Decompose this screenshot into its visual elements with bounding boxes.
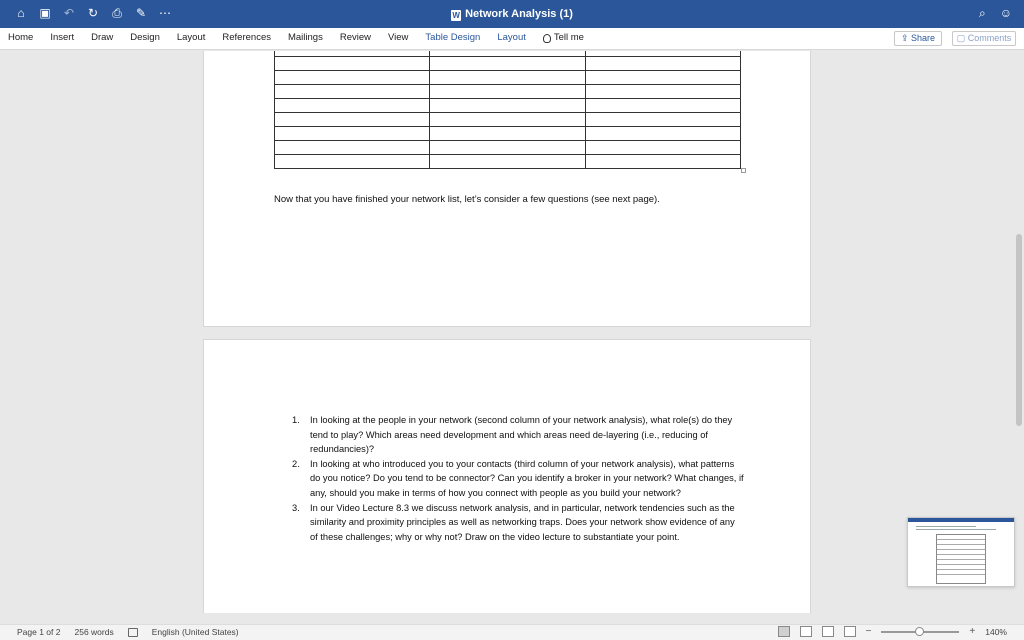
tab-view[interactable]: View [388, 32, 409, 43]
table-row [275, 155, 741, 169]
tab-insert[interactable]: Insert [50, 32, 75, 43]
search-icon[interactable]: ⌕ [979, 6, 986, 20]
list-item-text: In looking at the people in your network (second column of your network analysis), what role(s) do they tend to play? Which areas need development and which areas need de-layering (i.e., reducing of redundancies)? [310, 415, 733, 455]
redo-icon[interactable]: ↻ [87, 6, 99, 20]
table-row [275, 85, 741, 99]
document-title: Network Analysis (1) [465, 8, 573, 20]
table-cell[interactable] [585, 71, 740, 85]
tab-draw[interactable]: Draw [91, 32, 114, 43]
comments-button[interactable] [952, 31, 1016, 46]
table-cell[interactable] [430, 57, 585, 71]
share-label: Share [911, 33, 936, 43]
window-title [0, 8, 1024, 21]
table-cell[interactable] [430, 85, 585, 99]
table-cell[interactable] [275, 57, 430, 71]
question-list [292, 413, 744, 544]
thumbnail-line [916, 526, 976, 527]
list-item-text: In our Video Lecture 8.3 we discuss network analysis, and in particular, network tendencies such as the similarity and proximity principles as well as networking traps. Does your network show evidence of any of these challenges; why or why not? Draw on the video lecture to substantiate your point. [310, 502, 735, 542]
network-table[interactable] [274, 51, 741, 169]
table-cell[interactable] [430, 113, 585, 127]
ribbon-tabs [0, 28, 1024, 50]
page-2[interactable] [203, 339, 811, 613]
share-icon: ⇪ [900, 33, 911, 43]
list-number: 2. [292, 458, 300, 469]
list-item-text: In looking at who introduced you to your contacts (third column of your network analysis), what patterns do you notice? Do you tend to be connector? Can you identify a broker in your network? What changes, if any, should you make in terms of how you connect with people as you build your network? [310, 458, 744, 498]
save-icon[interactable]: ▣ [39, 6, 51, 20]
draw-icon[interactable]: ✎ [135, 6, 147, 20]
document-canvas[interactable] [0, 51, 1024, 613]
table-cell[interactable] [275, 71, 430, 85]
print-layout-view-icon[interactable] [778, 626, 790, 637]
web-layout-view-icon[interactable] [800, 626, 812, 637]
zoom-slider-knob[interactable] [915, 627, 924, 636]
table-cell[interactable] [430, 99, 585, 113]
table-cell[interactable] [275, 99, 430, 113]
print-icon[interactable]: ⎙ [112, 6, 122, 20]
table-row [275, 57, 741, 71]
table-cell[interactable] [585, 85, 740, 99]
table-cell[interactable] [430, 155, 585, 169]
table-cell[interactable] [275, 113, 430, 127]
table-row [275, 71, 741, 85]
tab-references[interactable]: References [222, 32, 271, 43]
page-thumbnail-preview[interactable] [907, 517, 1015, 587]
zoom-level[interactable]: 140% [985, 626, 1007, 637]
word-doc-icon: W [452, 11, 460, 20]
tab-list [8, 31, 601, 45]
tab-table-design[interactable]: Table Design [425, 32, 481, 43]
table-cell[interactable] [275, 141, 430, 155]
table-cell[interactable] [430, 71, 585, 85]
undo-icon[interactable]: ↶ [63, 6, 75, 20]
tab-table-layout[interactable]: Layout [497, 32, 526, 43]
outline-view-icon[interactable] [822, 626, 834, 637]
list-number: 1. [292, 415, 300, 425]
proofing-icon[interactable] [128, 628, 138, 637]
table-cell[interactable] [585, 155, 740, 169]
share-button[interactable] [894, 31, 942, 46]
table-cell[interactable] [585, 57, 740, 71]
table-cell[interactable] [585, 141, 740, 155]
list-item [292, 501, 744, 545]
comment-icon: ▢ [956, 33, 968, 43]
tell-me-search[interactable] [543, 31, 584, 45]
page1-paragraph: Now that you have finished your network list, let’s consider a few questions (see next page). [274, 194, 660, 205]
thumbnail-line [916, 529, 996, 530]
language-indicator[interactable]: English (United States) [151, 627, 239, 637]
table-cell[interactable] [275, 85, 430, 99]
tab-review[interactable]: Review [339, 32, 371, 43]
title-bar [0, 0, 1024, 28]
table-cell[interactable] [430, 141, 585, 155]
table-cell[interactable] [585, 113, 740, 127]
table-cell[interactable] [585, 127, 740, 141]
zoom-slider[interactable] [881, 631, 959, 633]
draft-view-icon[interactable] [844, 626, 856, 637]
lightbulb-icon [543, 34, 551, 43]
comments-label: Comments [967, 33, 1012, 43]
table-cell[interactable] [275, 155, 430, 169]
thumbnail-header [908, 518, 1015, 522]
page-1[interactable] [203, 51, 811, 327]
scrollbar-thumb[interactable] [1016, 234, 1022, 426]
word-count[interactable]: 256 words [74, 627, 114, 637]
tab-mailings[interactable]: Mailings [287, 32, 323, 43]
list-item [292, 457, 744, 501]
zoom-in-button[interactable]: + [969, 626, 976, 637]
page-count[interactable]: Page 1 of 2 [17, 627, 61, 637]
tab-home[interactable]: Home [8, 32, 34, 43]
tab-design[interactable]: Design [130, 32, 160, 43]
tab-layout[interactable]: Layout [176, 32, 206, 43]
table-cell[interactable] [275, 127, 430, 141]
list-item [292, 413, 744, 457]
table-resize-handle[interactable] [741, 168, 746, 173]
table-row [275, 99, 741, 113]
home-icon[interactable]: ⌂ [17, 6, 25, 20]
status-left [17, 627, 239, 637]
zoom-out-button[interactable]: − [865, 626, 872, 637]
table-cell[interactable] [585, 99, 740, 113]
table-cell[interactable] [430, 127, 585, 141]
more-icon[interactable]: ⋯ [159, 6, 171, 20]
table-row [275, 127, 741, 141]
table-row [275, 141, 741, 155]
status-bar [0, 624, 1024, 640]
vertical-scrollbar[interactable] [1014, 51, 1024, 613]
tell-me-label: Tell me [553, 32, 584, 43]
status-right [778, 626, 1007, 637]
account-icon[interactable]: ☺ [999, 6, 1012, 20]
thumbnail-table [936, 534, 986, 584]
title-bar-right [979, 6, 1012, 21]
list-number: 3. [292, 502, 300, 513]
table-row [275, 113, 741, 127]
